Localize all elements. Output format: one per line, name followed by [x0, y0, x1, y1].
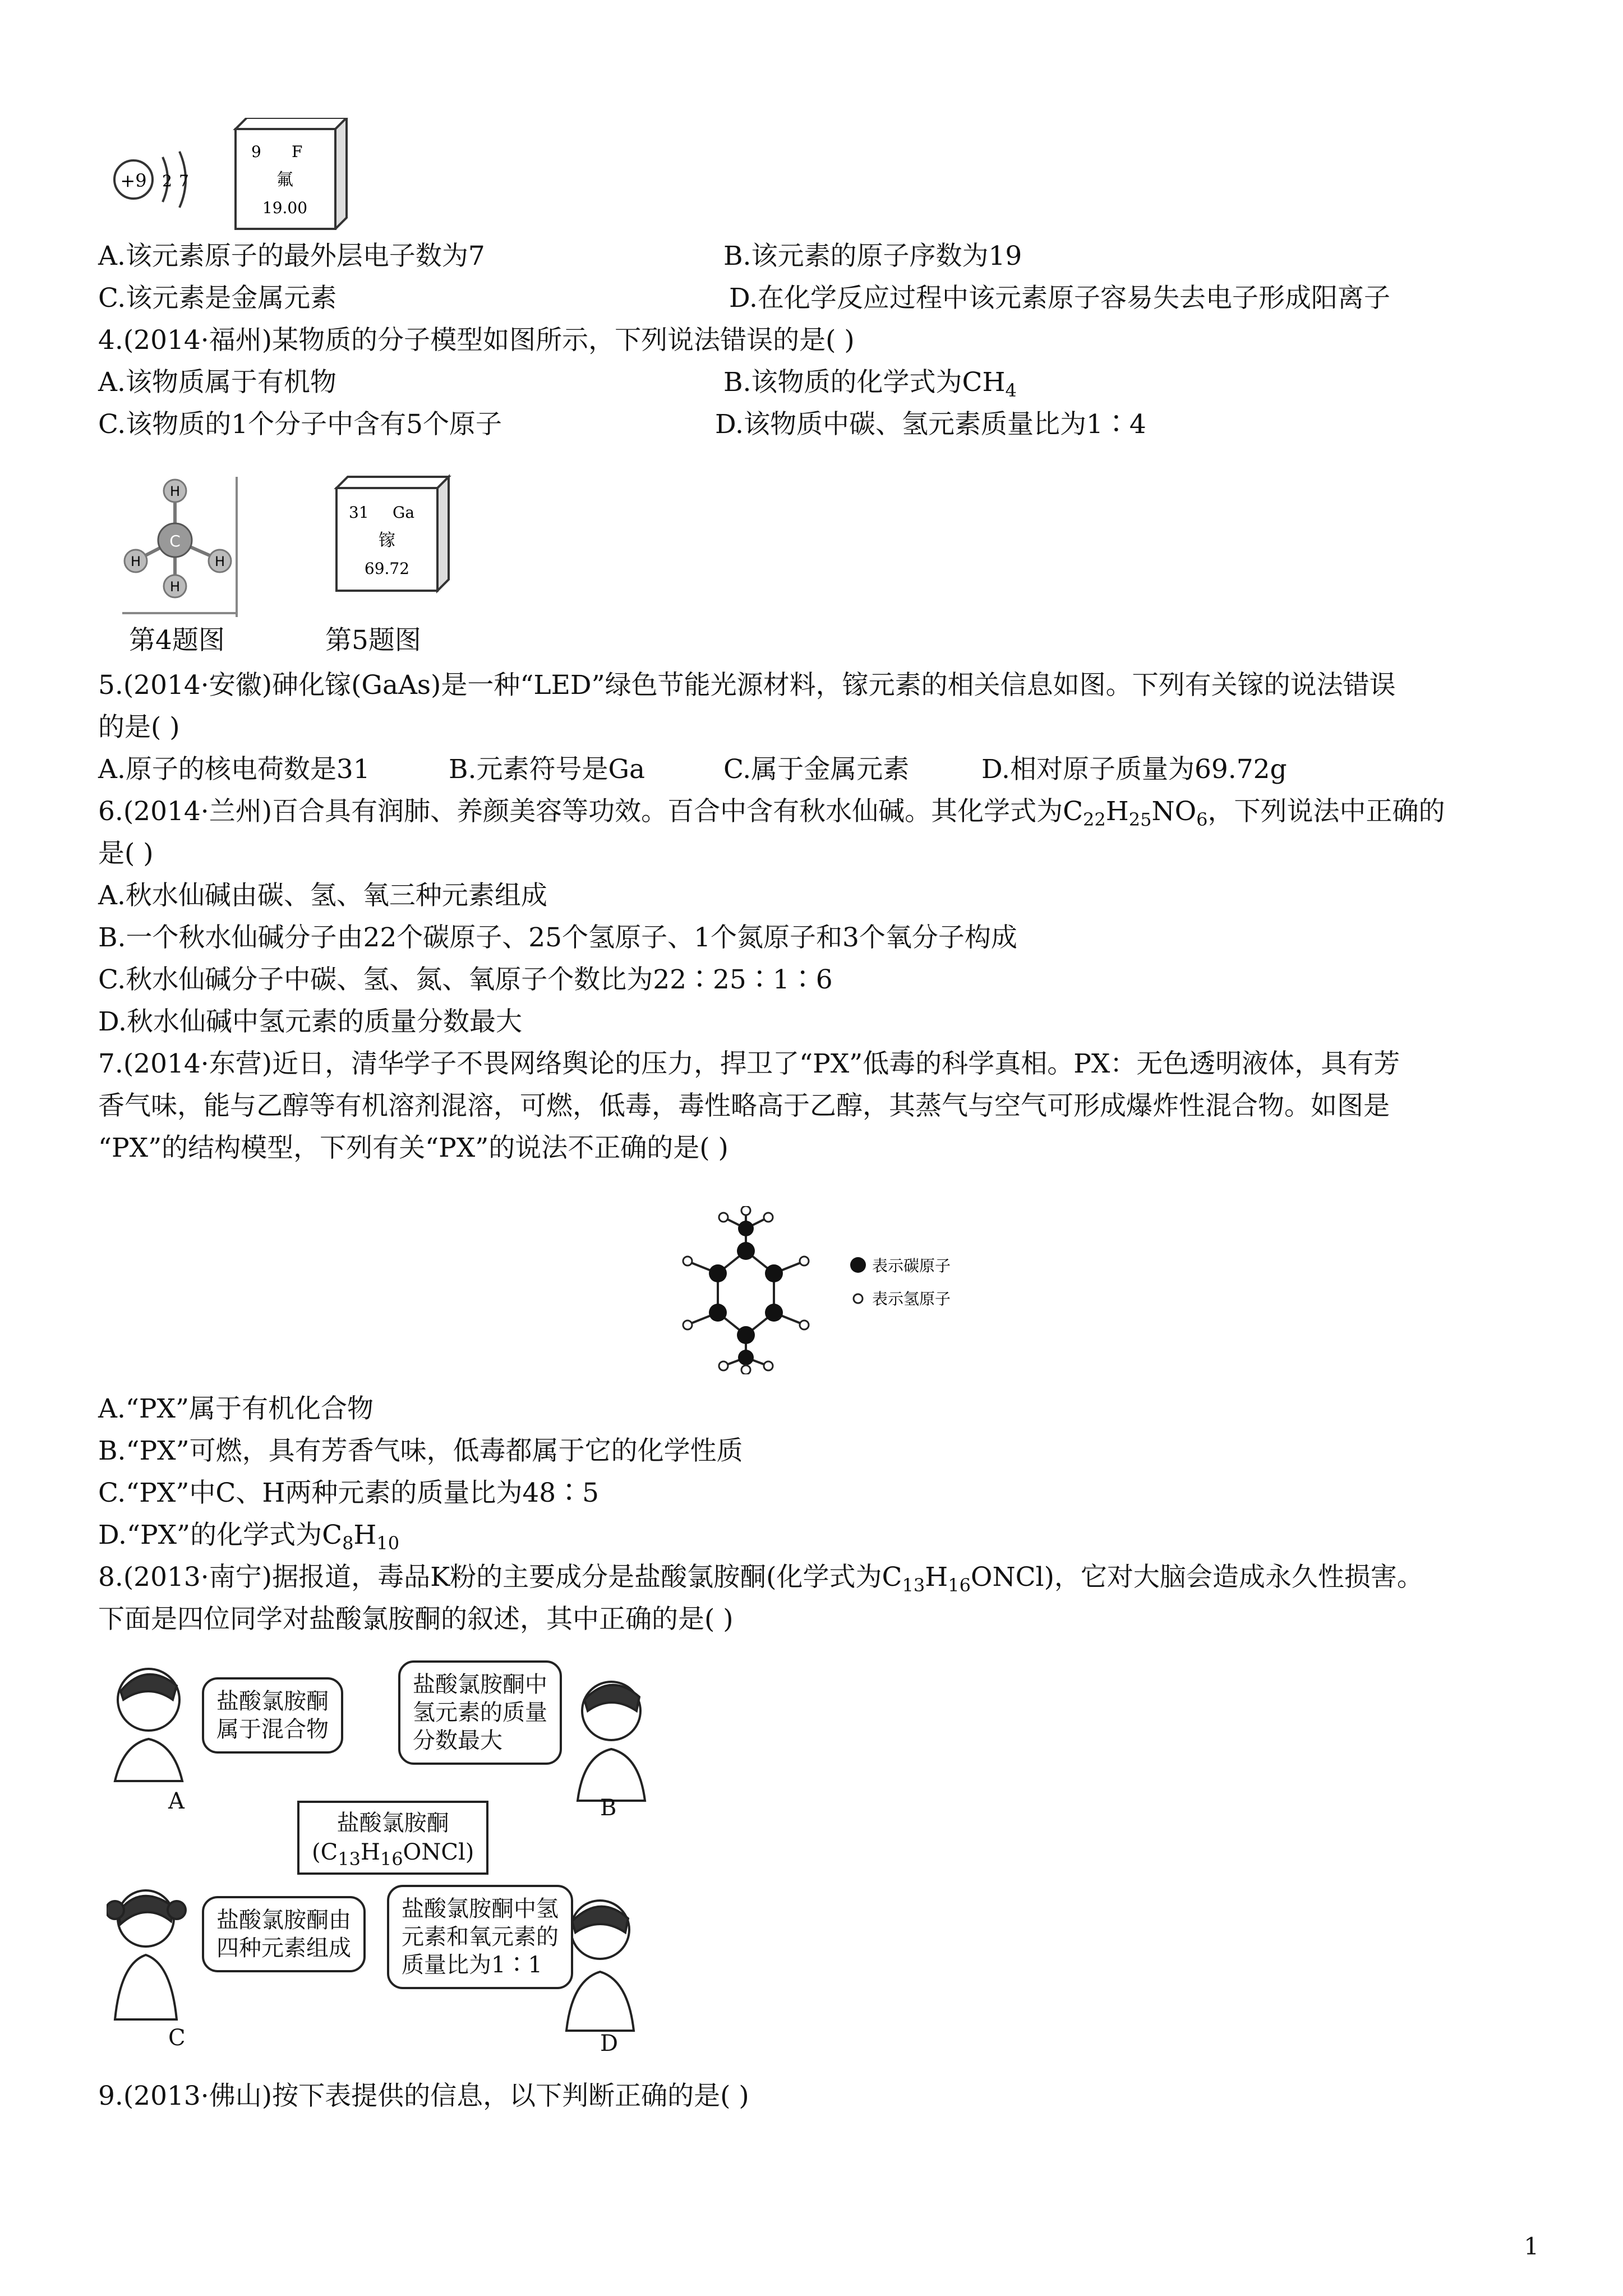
- cell-element-name: 镓: [379, 531, 395, 550]
- q6-formula-h: H: [1105, 796, 1129, 827]
- q6-stem-text: ，下列说法中正确的: [1207, 796, 1445, 827]
- q4-option-a: A.该物质属于有机物: [98, 367, 336, 398]
- gallium-figure: [331, 474, 454, 595]
- legend-hydrogen-label: 表示氢原子: [872, 1290, 951, 1308]
- px-structure-figure: [673, 1206, 987, 1374]
- q6-stem-line2: 是( ): [98, 838, 154, 869]
- hydrogen-atom-label: H: [169, 484, 181, 499]
- q6-stem-line1: [98, 794, 1445, 830]
- bubble-d-line1: 盐酸氯胺酮中氢: [402, 1896, 559, 1922]
- q7-option-a: A.“PX”属于有机化合物: [98, 1393, 374, 1424]
- q8-formula-sub: 13: [902, 1575, 925, 1596]
- q6-formula-no: NO: [1151, 796, 1197, 827]
- methane-model-figure: [112, 474, 247, 620]
- atom-structure-diagram: [107, 118, 376, 230]
- q7-option-c: C.“PX”中C、H两种元素的质量比为48∶5: [98, 1478, 600, 1508]
- shell-1-electrons: 2: [162, 172, 172, 190]
- q4-option-b-sub: 4: [1005, 380, 1017, 401]
- cell-atomic-number: 9: [251, 142, 261, 161]
- shell-2-electrons: 7: [179, 172, 189, 190]
- compound-formula-text: (C: [312, 1839, 338, 1865]
- q5-option-b: B.元素符号是Ga: [449, 754, 645, 785]
- hydrogen-atom-label: H: [214, 554, 225, 569]
- student-label-c: C: [168, 2025, 186, 2051]
- hydrogen-atom-label: H: [169, 579, 181, 595]
- q6-option-c: C.秋水仙碱分子中碳、氢、氮、氧原子个数比为22∶25∶1∶6: [98, 964, 833, 995]
- q3-option-d: D.在化学反应过程中该元素原子容易失去电子形成阳离子: [729, 283, 1390, 314]
- q6-formula-sub: 6: [1196, 809, 1208, 830]
- legend-carbon-marker: [850, 1257, 866, 1273]
- q4-option-b: [723, 365, 1017, 401]
- q5-stem-line1: 5.(2014·安徽)砷化镓(GaAs)是一种“LED”绿色节能光源材料，镓元素的相关信息如图。下列有关镓的说法错误: [98, 670, 1396, 701]
- cell-symbol: F: [292, 142, 303, 161]
- compound-formula: [312, 1838, 474, 1870]
- q4-option-d: D.该物质中碳、氢元素质量比为1∶4: [715, 409, 1146, 440]
- page-number: 1: [1524, 2233, 1539, 2260]
- carbon-atom: [765, 1264, 783, 1282]
- legend-hydrogen-marker: [854, 1294, 863, 1303]
- q7-option-d: [98, 1517, 399, 1553]
- q3-option-a: A.该元素原子的最外层电子数为7: [98, 241, 485, 272]
- bubble-c-line1: 盐酸氯胺酮由: [216, 1907, 351, 1933]
- students-figure: [107, 1660, 667, 2064]
- q8-formula-h: H: [925, 1562, 948, 1593]
- q8-stem-text: )，它对大脑会造成永久性损害。: [1044, 1562, 1423, 1593]
- speech-bubble-a: [202, 1677, 343, 1754]
- px-structure-diagram: [673, 1206, 987, 1374]
- compound-formula-sub: 16: [380, 1848, 403, 1870]
- q3-option-b: B.该元素的原子序数为19: [723, 241, 1022, 272]
- q3-option-c: C.该元素是金属元素: [98, 283, 337, 314]
- student-label-b: B: [600, 1795, 617, 1821]
- speech-bubble-d: [387, 1885, 573, 1989]
- bubble-d-line3: 质量比为1∶1: [402, 1952, 542, 1978]
- q6-stem-text: 6.(2014·兰州)百合具有润肺、养颜美容等功效。百合中含有秋水仙碱。其化学式为C: [98, 796, 1083, 827]
- cell-element-name: 氟: [276, 170, 293, 190]
- q6-formula-sub: 22: [1083, 809, 1106, 830]
- q8-stem-line2: 下面是四位同学对盐酸氯胺酮的叙述，其中正确的是( ): [98, 1604, 734, 1635]
- q6-formula-sub: 25: [1128, 809, 1152, 830]
- compound-name-box: [297, 1801, 488, 1875]
- q7-stem-line1: 7.(2014·东营)近日，清华学子不畏网络舆论的压力，捍卫了“PX”低毒的科学真相。PX：无色透明液体，具有芳: [98, 1048, 1400, 1079]
- q5-option-d: D.相对原子质量为69.72g: [981, 754, 1287, 785]
- q7-option-b: B.“PX”可燃，具有芳香气味，低毒都属于它的化学性质: [98, 1435, 743, 1466]
- gallium-element-cell: [331, 474, 454, 595]
- q4-option-b-text: B.该物质的化学式为CH: [723, 367, 1006, 398]
- student-label-d: D: [600, 2031, 619, 2056]
- fluorine-element-cell: [236, 118, 347, 229]
- compound-formula-sub: 13: [338, 1848, 361, 1870]
- q5-option-a: A.原子的核电荷数是31: [98, 754, 370, 785]
- q7-formula-sub: 8: [342, 1533, 354, 1554]
- q8-formula-rest: ONCl: [970, 1562, 1044, 1593]
- q7-stem-line3: “PX”的结构模型，下列有关“PX”的说法不正确的是( ): [98, 1133, 728, 1163]
- carbon-atom: [738, 1350, 754, 1365]
- cell-symbol: Ga: [393, 503, 415, 522]
- student-label-a: A: [168, 1788, 185, 1814]
- q8-formula-sub: 16: [948, 1575, 971, 1596]
- bubble-a-line1: 盐酸氯胺酮: [216, 1688, 329, 1714]
- carbon-atom: [709, 1304, 727, 1322]
- cell-atomic-mass: 69.72: [364, 559, 410, 578]
- q6-option-a: A.秋水仙碱由碳、氢、氧三种元素组成: [98, 880, 547, 911]
- cell-atomic-mass: 19.00: [262, 199, 308, 217]
- q5-stem-line2: 的是( ): [98, 712, 180, 743]
- carbon-atom: [737, 1242, 755, 1260]
- speech-bubble-b: [398, 1660, 562, 1765]
- q4-option-c: C.该物质的1个分子中含有5个原子: [98, 409, 502, 440]
- legend-carbon-label: 表示碳原子: [872, 1257, 951, 1275]
- methane-model-diagram: [112, 474, 247, 620]
- compound-name: 盐酸氯胺酮: [336, 1810, 449, 1836]
- bubble-b-line2: 氢元素的质量: [413, 1700, 547, 1726]
- q9-stem: 9.(2013·佛山)按下表提供的信息，以下判断正确的是( ): [98, 2081, 749, 2111]
- q6-option-d: D.秋水仙碱中氢元素的质量分数最大: [98, 1006, 522, 1037]
- compound-formula-text: ONCl): [403, 1839, 474, 1865]
- q6-option-b: B.一个秋水仙碱分子由22个碳原子、25个氢原子、1个氮原子和3个氧分子构成: [98, 922, 1017, 953]
- figure-caption-q5: 第5题图: [325, 625, 421, 656]
- carbon-atom: [738, 1221, 754, 1236]
- q4-stem: 4.(2014·福州)某物质的分子模型如图所示，下列说法错误的是( ): [98, 325, 855, 356]
- bubble-a-line2: 属于混合物: [216, 1717, 329, 1742]
- bubble-c-line2: 四种元素组成: [216, 1935, 351, 1961]
- hydrogen-atom-label: H: [130, 554, 141, 569]
- bubble-b-line1: 盐酸氯胺酮中: [413, 1672, 547, 1697]
- carbon-atom-label: C: [169, 532, 181, 550]
- cell-atomic-number: 31: [349, 503, 369, 522]
- figure-caption-q4: 第4题图: [129, 625, 225, 656]
- q8-stem-line1: [98, 1559, 1423, 1595]
- bubble-d-line2: 元素和氧元素的: [402, 1924, 559, 1950]
- speech-bubble-c: [202, 1896, 366, 1972]
- fluorine-figure: [107, 118, 376, 230]
- carbon-atom: [709, 1264, 727, 1282]
- carbon-atom: [737, 1326, 755, 1344]
- carbon-atom: [765, 1304, 783, 1322]
- q5-option-c: C.属于金属元素: [723, 754, 910, 785]
- q7-formula-sub: 10: [376, 1533, 400, 1554]
- q7-option-d-text: D.“PX”的化学式为C: [98, 1520, 343, 1550]
- q7-stem-line2: 香气味，能与乙醇等有机溶剂混溶，可燃，低毒，毒性略高于乙醇，其蒸气与空气可形成爆炸性混合物。如图是: [98, 1091, 1390, 1121]
- compound-formula-h: H: [360, 1839, 380, 1865]
- q8-stem-text: 8.(2013·南宁)据报道，毒品K粉的主要成分是盐酸氯胺酮(化学式为C: [98, 1562, 902, 1593]
- q7-formula-h: H: [353, 1520, 377, 1550]
- nucleus-charge: +9: [120, 170, 147, 191]
- bubble-b-line3: 分数最大: [413, 1728, 502, 1754]
